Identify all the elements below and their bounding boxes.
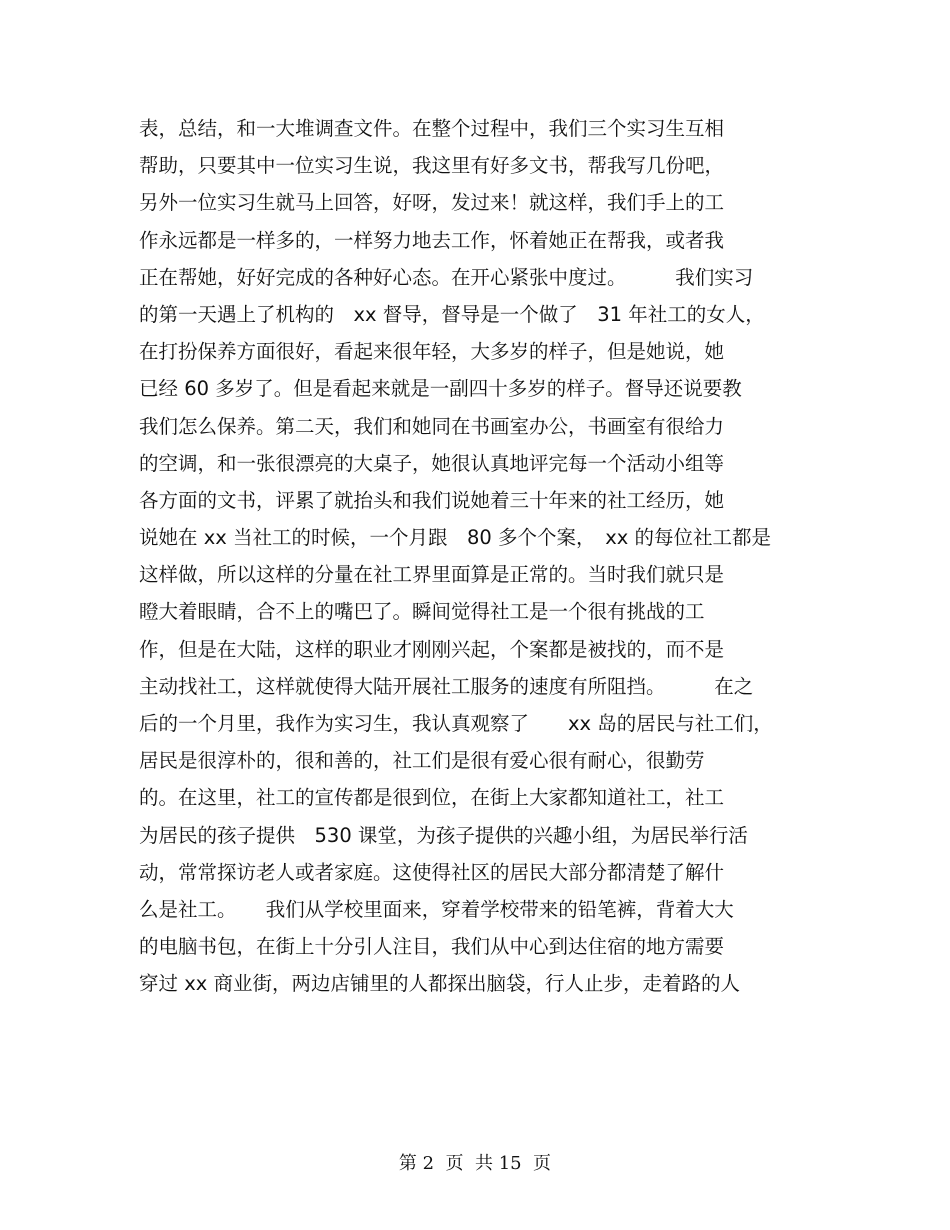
text-line: 的。在这里，社工的宣传都是很到位，在街上大家都知道社工，社工 (139, 786, 725, 810)
text-line: 后的一个月里，我作为实习生，我认真观察了 xx 岛的居民与社工们， (139, 712, 773, 735)
text-line: 瞪大着眼睛，合不上的嘴巴了。瞬间觉得社工是一个很有挑战的工 (139, 600, 705, 624)
text-line: 的空调，和一张很漂亮的大桌子，她很认真地评完每一个活动小组等 (139, 451, 725, 475)
text-line: 动，常常探访老人或者家庭。这使得社区的居民大部分都清楚了解什 (139, 860, 725, 884)
text-line: 作，但是在大陆，这样的职业才刚刚兴起，个案都是被找的，而不是 (139, 637, 725, 661)
text-line: 我们怎么保养。第二天，我们和她同在书画室办公，书画室有很给力 (139, 414, 725, 438)
text-line: 正在帮她，好好完成的各种好心态。在开心紧张中度过。 我们实习 (139, 265, 754, 289)
text-line: 表，总结，和一大堆调查文件。在整个过程中，我们三个实习生互相 (139, 117, 725, 140)
text-line: 穿过 xx 商业街，两边店铺里的人都探出脑袋，行人止步，走着路的人 (139, 972, 740, 996)
text-line: 帮助，只要其中一位实习生说，我这里有好多文书，帮我写几份吧， (139, 154, 725, 178)
text-line: 已经 60 多岁了。但是看起来就是一副四十多岁的样子。督导还说要教 (139, 377, 742, 401)
body-text (139, 110, 819, 1003)
text-line: 为居民的孩子提供 530 课堂，为孩子提供的兴趣小组，为居民举行活 (139, 823, 748, 847)
text-line: 在打扮保养方面很好，看起来很年轻，大多岁的样子，但是她说，她 (139, 340, 725, 364)
text-line: 这样做，所以这样的分量在社工界里面算是正常的。当时我们就只是 (139, 563, 725, 587)
text-line: 主动找社工，这样就使得大陆开展社工服务的速度有所阻挡。 在之 (139, 674, 754, 698)
text-line: 居民是很淳朴的，很和善的，社工们是很有爱心很有耐心，很勤劳 (139, 749, 705, 773)
text-line: 说她在 xx 当社工的时候，一个月跟 80 多个个案， xx 的每位社工都是 (139, 526, 772, 550)
text-line: 各方面的文书，评累了就抬头和我们说她着三十年来的社工经历，她 (139, 488, 725, 512)
text-line: 么是社工。 我们从学校里面来，穿着学校带来的铅笔裤，背着大大 (139, 897, 734, 921)
text-line: 另外一位实习生就马上回答，好呀，发过来！就这样，我们手上的工 (139, 191, 725, 215)
text-line: 的第一天遇上了机构的 xx 督导，督导是一个做了 31 年社工的女人， (139, 302, 765, 326)
page-number-footer: 第 2 页 共 15 页 (398, 1153, 552, 1174)
text-line: 的电脑书包，在街上十分引人注目，我们从中心到达住宿的地方需要 (139, 935, 725, 959)
text-line: 作永远都是一样多的，一样努力地去工作，怀着她正在帮我，或者我 (139, 228, 725, 252)
